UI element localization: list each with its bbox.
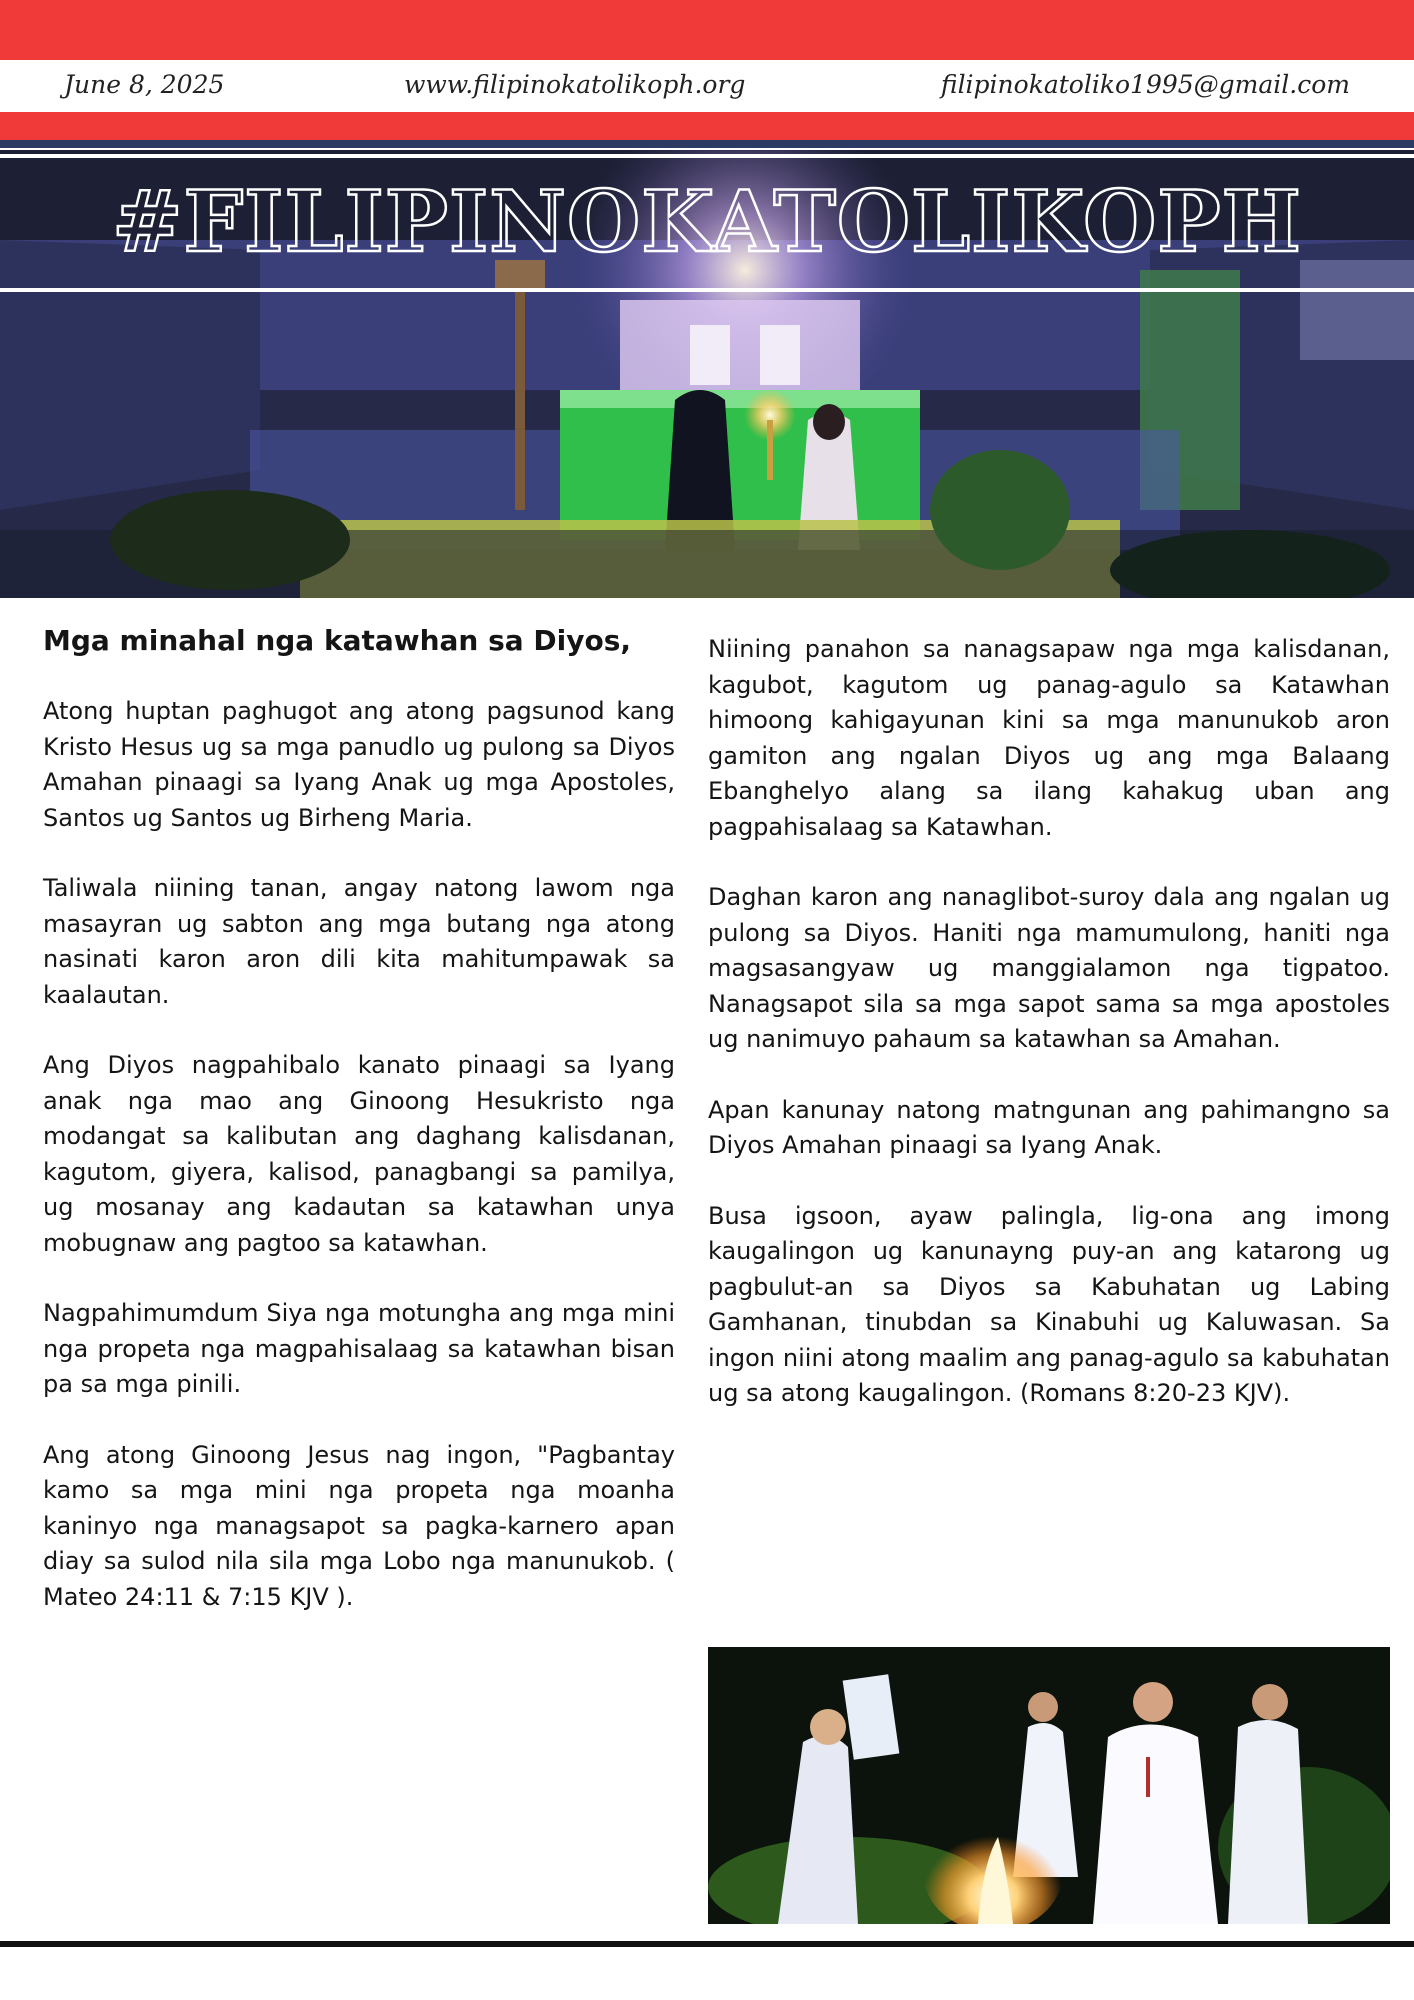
easter-vigil-fire-photo: [708, 1647, 1390, 1924]
top-red-band: [0, 0, 1414, 60]
header-email: filipinokatoliko1995@gmail.com: [940, 70, 1350, 99]
navy-divider: [0, 140, 1414, 148]
article-paragraph: Atong huptan paghugot ang atong pagsunod kang Kristo Hesus ug sa mga panudlo ug pulong sa Diyos Amahan pinaagi sa Iyang Anak ug mga Apostoles, Santos ug Santos ug Birheng Maria.: [43, 697, 675, 832]
article-paragraph: Ang Diyos nagpahibalo kanato pinaagi sa Iyang anak nga mao ang Ginoong Hesukristo nga modangat sa kalibutan ang daghang kalisdanan, kagutom, giyera, kalisod, panagbangi sa pamilya, ug mosanay ang kadautan sa katawhan unya mobugnaw ang pagtoo sa katawhan.: [43, 1051, 675, 1257]
article-paragraph: Taliwala niining tanan, angay natong lawom nga masayran ug sabton ang mga butang nga atong nasinati karon aron dili kita mahitumpawak sa kaalautan.: [43, 874, 675, 1009]
second-red-band: [0, 112, 1414, 140]
header-info-row: [0, 60, 1414, 112]
article-paragraph: Daghan karon ang nanaglibot-suroy dala ang ngalan ug pulong sa Diyos. Haniti nga mamumulong, haniti nga magsasangyaw ug manggialamon nga tigpatoo. Nanagsapot sila sa mga sapot sama sa mga apostoles ug nanimuyo pahaum sa katawhan sa Amahan.: [708, 883, 1390, 1053]
bottom-rule: [0, 1941, 1414, 1947]
article-paragraph: Niining panahon sa nanagsapaw nga mga kalisdanan, kagubot, kagutom ug panag-agulo sa Katawhan himoong kahigayunan kini sa mga manunukob aron gamiton ang ngalan Diyos ug ang mga Balaang Ebanghelyo alang sa ilang kahakug uban ang pagpahisalaag sa Katawhan.: [708, 635, 1390, 841]
banner-top-rule: [0, 154, 1414, 158]
header-website: www.filipinokatolikoph.org: [404, 70, 746, 99]
article-greeting: Mga minahal nga katawhan sa Diyos,: [43, 624, 632, 657]
article-paragraph: Ang atong Ginoong Jesus nag ingon, "Pagbantay kamo sa mga mini nga propeta nga moanha kaninyo nga managsapot sa pagka-karnero apan diay sa sulod nila sila mga Lobo nga manunukob. ( Mateo 24:11 & 7:15 KJV ).: [43, 1440, 675, 1611]
banner-title: #FILIPINOKATOLIKOPH: [112, 172, 1302, 271]
article-paragraph: Busa igsoon, ayaw palingla, lig-ona ang imong kaugalingon ug kanunayng puy-an ang katarong ug pagbulut-an sa Diyos sa Kabuhatan ug Labing Gamhanan, tinubdan sa Kinabuhi ug Kaluwasan. Sa ingon niini atong maalim ang panag-agulo sa kabuhatan ug sa atong kaugalingon. (Romans 8:20-23 KJV).: [708, 1201, 1390, 1407]
banner-bottom-rule: [0, 288, 1414, 292]
article-left-column: [43, 622, 675, 1650]
easter-vigil-illustration: [708, 1647, 1390, 1924]
article-paragraph: Apan kanunay natong matngunan ang pahimangno sa Diyos Amahan pinaagi sa Iyang Anak.: [708, 1095, 1390, 1159]
article-right-column: [708, 632, 1390, 1447]
header-date: June 8, 2025: [64, 70, 225, 99]
article-paragraph: Nagpahimumdum Siya nga motungha ang mga mini nga propeta nga magpahisalaag sa katawhan bisan pa sa mga pinili.: [43, 1299, 675, 1398]
